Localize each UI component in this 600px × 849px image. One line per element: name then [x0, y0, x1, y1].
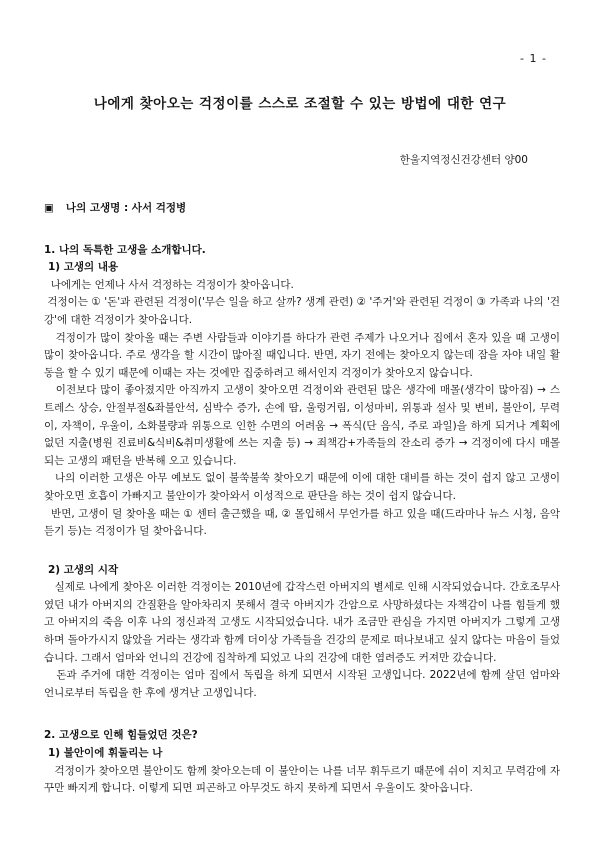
subsection-heading-1-1: 1) 고생의 내용: [48, 261, 119, 274]
subsection-heading-1-2: 2) 고생의 시작: [48, 563, 119, 576]
paragraph: 돈과 주거에 대한 걱정이는 엄마 집에서 독립을 하게 되면서 시작된 고생입니다. 2022년에 함께 살던 엄마와 언니로부터 독립을 한 후에 생겨난 고생입니다.: [44, 669, 564, 699]
document-title: 나에게 찾아오는 걱정이를 스스로 조절할 수 있는 방법에 대한 연구: [93, 96, 507, 112]
square-bullet-icon: ▣: [44, 202, 54, 214]
paragraph: 나의 이러한 고생은 아무 예보도 없이 불쑥불쑥 찾아오기 때문에 이에 대한 대비를 하는 것이 쉽지 않고 고생이 찾아오면 호흡이 가빠지고 불안이가 찾아와서 이성적으로 판단을 하는 것이 쉽지 않습니다.: [44, 472, 564, 502]
chapter-heading: [44, 200, 560, 218]
paragraph: 걱정이가 많이 찾아올 때는 주변 사람들과 이야기를 하다가 관련 주제가 나오거나 집에서 혼자 있을 때 고생이 많이 찾아옵니다. 주로 생각을 할 시간이 많아질 때입니다. 반면, 자기 전에는 찾아오지 않는데 잠을 자야 내일 활동을 할 수 있기 때문에 이때는 자는 것에만 집중하려고 해서인지 걱정이가 찾아오지 않습니다.: [44, 331, 564, 379]
paragraph: 걱정이가 찾아오면 불안이도 함께 찾아오는데 이 불안이는 나를 너무 휘두르기 때문에 쉬이 지치고 무력감에 자꾸만 빠지게 합니다. 이렇게 되면 피곤하고 아무것도 하지 못하게 되면서 우울이도 찾아옵니다.: [44, 764, 560, 795]
paragraph: 이전보다 많이 좋아졌지만 아직까지 고생이 찾아오면 걱정이와 관련된 많은 생각에 매몰(생각이 많아짐) → 스트레스 상승, 안절부절&좌불안석, 심박수 증가, 손에 땀, 울렁거림, 이성마비, 위통과 설사 및 변비, 불안이, 무력이, 자책이, 우울이, 소화불량과 위통으로 인한 수면의 어려움 → 폭식(단 음식, 주로 과일)을 하게 되거나 계획에 없던 지출(병원 진료비&식비&취미생활에 쓰는 지출 등) → 죄책감+가족들의 잔소리 증가 → 걱정이에 다시 매몰되는 고생의 패턴을 반복해 오고 있습니다.: [44, 384, 564, 467]
paragraph: 반면, 고생이 덜 찾아올 때는 ① 센터 출근했을 때, ② 몰입해서 무언가를 하고 있을 때(드라마나 뉴스 시청, 음악 듣기 등)는 걱정이가 덜 찾아옵니다.: [44, 507, 564, 538]
paragraph: 실제로 나에게 찾아온 이러한 걱정이는 2010년에 갑작스런 아버지의 별세로 인해 시작되었습니다. 간호조무사였던 내가 아버지의 간질환을 알아차리지 못해서 결국 아버지가 간암으로 사망하셨다는 자책감이 나를 힘들게 했고 아버지의 죽음 이후 나의 정신과적 고생도 시작되었습니다. 내가 조금만 관심을 가지면 아버지가 그렇게 고생하며 돌아가시지 않았을 거라는 생각과 함께 더이상 가족들을 건강의 문제로 떠나보내고 싶지 않다는 마음이 들었습니다. 그래서 엄마와 언니의 건강에 집착하게 되었고 나의 건강에 대한 염려증도 커져만 갔습니다.: [44, 581, 560, 664]
page-number: - 1 -: [520, 52, 547, 65]
document-body: [44, 200, 564, 798]
section-heading-1: 1. 나의 독특한 고생을 소개합니다.: [44, 243, 206, 256]
section-heading-2: 2. 고생으로 인해 힘들었던 것은?: [44, 729, 198, 742]
paragraph: 걱정이는 ① '돈'과 관련된 걱정이('무슨 일을 하고 살까? 생계 관련) ② '주거'와 관련된 걱정이 ③ 가족과 나의 '건강'에 대한 걱정이가 찾아옵니다.: [44, 296, 560, 326]
chapter-heading-text: 나의 고생명 : 사서 걱정병: [65, 202, 187, 214]
author-line: 한울지역정신건강센터 양00: [399, 154, 528, 166]
paragraph: 나에게는 언제나 사서 걱정하는 걱정이가 찾아옵니다.: [44, 278, 294, 291]
subsection-heading-2-1: 1) 불안이에 휘둘리는 나: [48, 747, 163, 760]
